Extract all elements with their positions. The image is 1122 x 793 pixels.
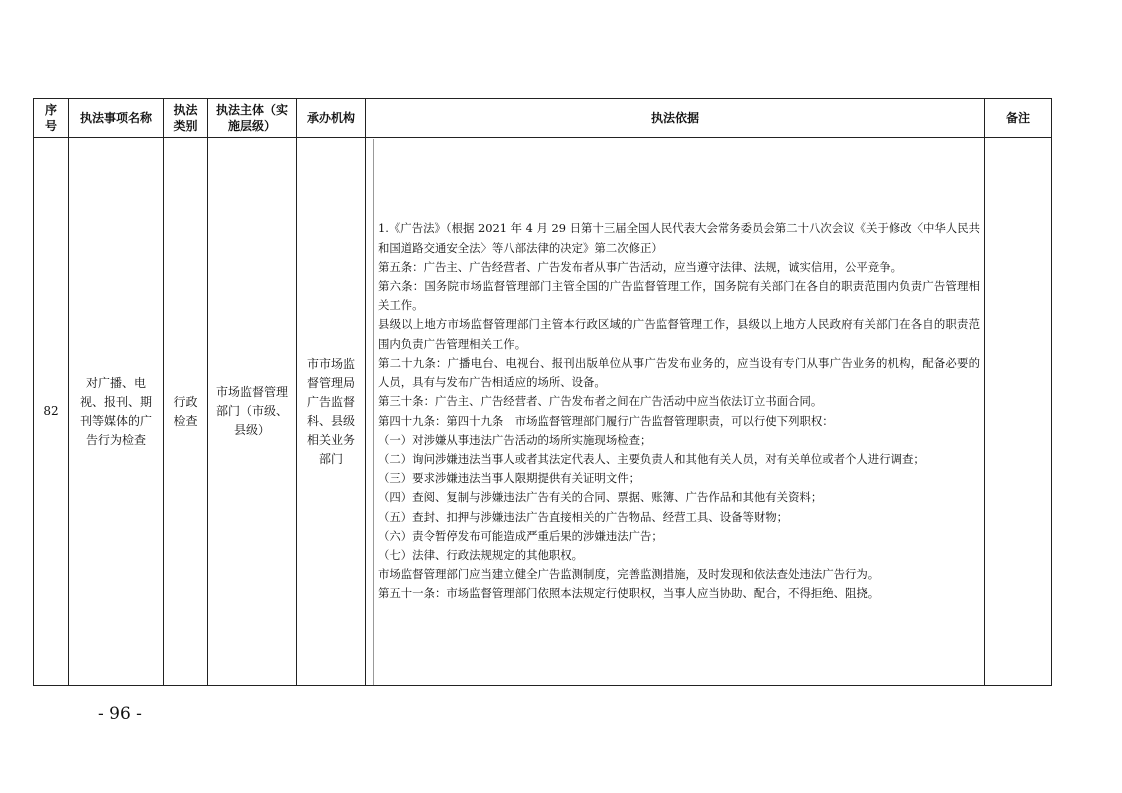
basis-line: 1.《广告法》（根据 2021 年 4 月 29 日第十三届全国人民代表大会常务委员会第二十八次会议《关于修改〈中华人民共和国道路交通安全法〉等八部法律的决定》第二次修正） [378,221,980,255]
header-category: 执法类别 [164,99,208,138]
cell-no: 82 [34,138,69,686]
basis-line: 第四十九条：第四十九条 市场监督管理部门履行广告监督管理职责，可以行使下列职权： [378,413,834,428]
header-agency: 承办机构 [297,99,366,138]
basis-line: 第二十九条：广播电台、电视台、报刊出版单位从事广告发布业务的，应当设有专门从事广告业务的机构，配备必要的人员，具有与发布广告相适应的场所、设备。 [378,355,980,390]
basis-line: （七）法律、行政法规规定的其他职权。 [378,547,584,562]
header-basis: 执法依据 [366,99,985,138]
basis-line: 第五条：广告主、广告经营者、广告发布者从事广告活动，应当遵守法律、法规，诚实信用，公平竞争。 [378,259,902,274]
cell-basis [366,138,985,686]
basis-line: 市场监督管理部门应当建立健全广告监测制度，完善监测措施，及时发现和依法查处违法广告行为。 [378,567,880,582]
header-no: 序号 [34,99,69,138]
header-row [34,99,1052,138]
header-item: 执法事项名称 [69,99,164,138]
cell-item-name: 对广播、电视、报刊、期刊等媒体的广告行为检查 [69,138,164,686]
basis-line: 第五十一条：市场监督管理部门依照本法规定行使职权，当事人应当协助、配合，不得拒绝、阻挠。 [378,586,880,601]
basis-text [373,139,984,685]
cell-subject: 市场监督管理部门（市级、县级） [208,138,297,686]
basis-line: （五）查封、扣押与涉嫌违法广告直接相关的广告物品、经营工具、设备等财物； [378,509,789,524]
basis-line: 县级以上地方市场监督管理部门主管本行政区域的广告监督管理工作，县级以上地方人民政府有关部门在各自的职责范围内负责广告管理相关工作。 [378,317,980,351]
header-remark: 备注 [985,99,1052,138]
basis-line: （一）对涉嫌从事违法广告活动的场所实施现场检查； [378,432,652,447]
page-number: - 96 - [98,704,142,724]
basis-line: （六）责令暂停发布可能造成严重后果的涉嫌违法广告； [378,528,663,543]
table-row [34,138,1052,686]
header-subject: 执法主体（实施层级） [208,99,297,138]
enforcement-table [33,98,1052,686]
cell-remark [985,138,1052,686]
basis-line: （三）要求涉嫌违法当事人限期提供有关证明文件； [378,471,640,486]
cell-agency: 市市场监督管理局广告监督科、县级相关业务部门 [297,138,366,686]
basis-line: （四）查阅、复制与涉嫌违法广告有关的合同、票据、账簿、广告作品和其他有关资料； [378,490,823,505]
basis-line: 第三十条：广告主、广告经营者、广告发布者之间在广告活动中应当依法订立书面合同。 [378,394,823,409]
cell-category: 行政检查 [164,138,208,686]
basis-line: 第六条：国务院市场监督管理部门主管全国的广告监督管理工作，国务院有关部门在各自的职责范围内负责广告管理相关工作。 [378,279,980,313]
basis-line: （二）询问涉嫌违法当事人或者其法定代表人、主要负责人和其他有关人员，对有关单位或者个人进行调查； [378,451,925,466]
